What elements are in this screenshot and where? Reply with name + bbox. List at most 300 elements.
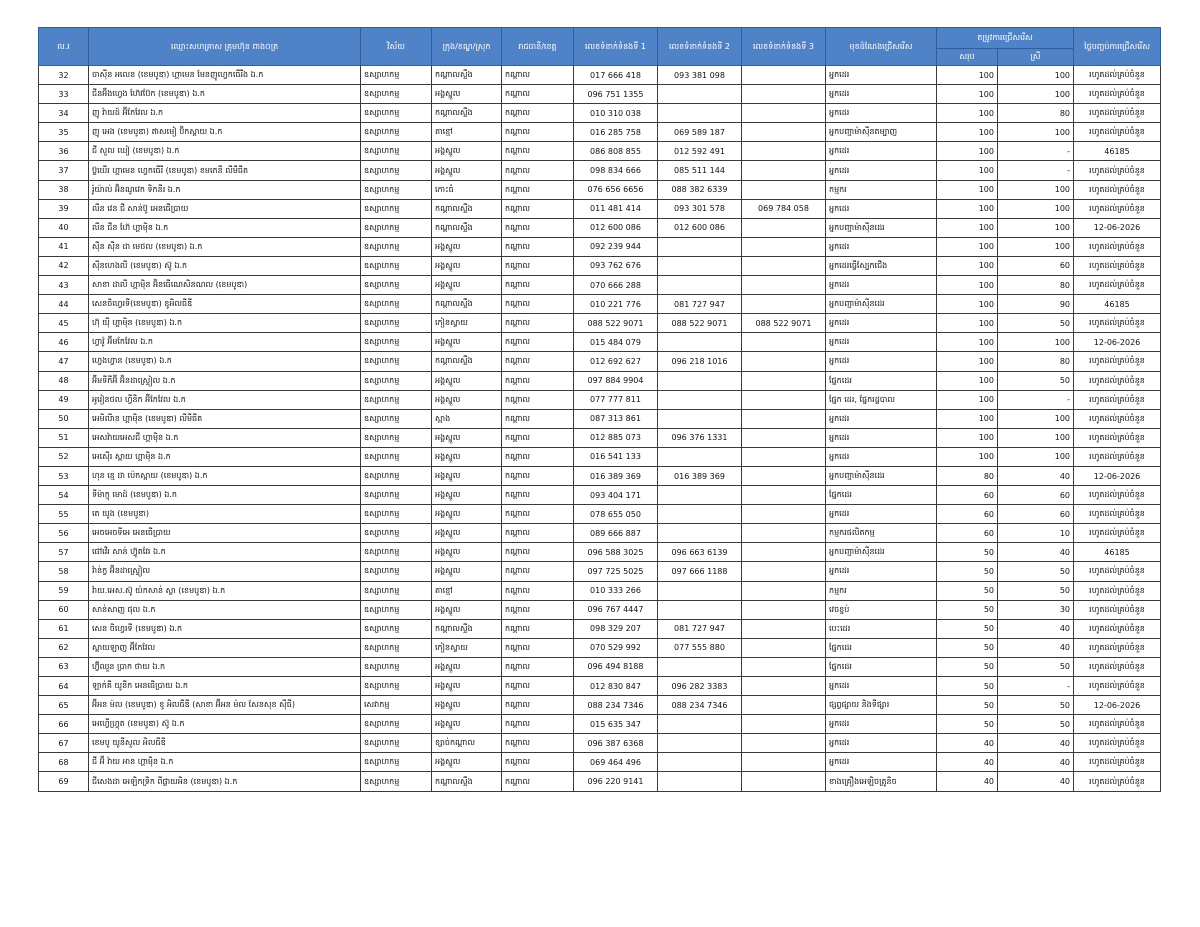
- cell-row-number: 53: [39, 466, 89, 485]
- table-row: [39, 66, 1161, 85]
- cell-phone-3: [742, 753, 826, 772]
- cell-position: កម្មករ: [826, 581, 937, 600]
- cell-district: កៀនស្វាយ: [432, 638, 502, 657]
- cell-position: អ្នកបញ្ជាម៉ាស៊ីនដេរ: [826, 295, 937, 314]
- cell-sector: ឧស្សាហកម្ម: [361, 123, 432, 142]
- cell-district: អង្គស្នួល: [432, 600, 502, 619]
- cell-phone-3: [742, 295, 826, 314]
- cell-province: កណ្តាល: [502, 734, 574, 753]
- cell-quota-total: 100: [937, 256, 998, 275]
- cell-district: កណ្តាលស្ទឹង: [432, 619, 502, 638]
- cell-district: កណ្តាលស្ទឹង: [432, 104, 502, 123]
- recruitment-table-sheet: [38, 27, 1160, 792]
- cell-phone-1: 098 834 666: [574, 161, 658, 180]
- cell-phone-2: [658, 486, 742, 505]
- cell-phone-3: [742, 180, 826, 199]
- cell-province: កណ្តាល: [502, 104, 574, 123]
- cell-quota-female: 40: [998, 619, 1074, 638]
- cell-sector: ឧស្សាហកម្ម: [361, 218, 432, 237]
- cell-position: អ្នកដេរ: [826, 104, 937, 123]
- cell-district: អង្គស្នួល: [432, 657, 502, 676]
- cell-deadline: រហូតដល់គ្រប់ចំនួន: [1074, 505, 1161, 524]
- cell-district: កណ្តាលស្ទឹង: [432, 218, 502, 237]
- cell-phone-1: 016 389 369: [574, 466, 658, 485]
- cell-quota-total: 100: [937, 276, 998, 295]
- cell-province: កណ្តាល: [502, 505, 574, 524]
- header-district: ក្រុង/ខណ្ឌ/ស្រុក: [432, 28, 502, 66]
- cell-quota-total: 100: [937, 237, 998, 256]
- table-row: [39, 466, 1161, 485]
- cell-phone-2: [658, 657, 742, 676]
- table-row: [39, 276, 1161, 295]
- cell-row-number: 68: [39, 753, 89, 772]
- cell-phone-3: [742, 524, 826, 543]
- cell-phone-2: [658, 505, 742, 524]
- cell-company-name: សាន់សាញ ផុល ឯ.ក: [89, 600, 361, 619]
- cell-phone-2: [658, 371, 742, 390]
- cell-deadline: 12-06-2026: [1074, 696, 1161, 715]
- cell-quota-total: 100: [937, 104, 998, 123]
- cell-phone-1: 015 484 079: [574, 333, 658, 352]
- cell-row-number: 57: [39, 543, 89, 562]
- cell-deadline: រហូតដល់គ្រប់ចំនួន: [1074, 772, 1161, 791]
- cell-row-number: 64: [39, 677, 89, 696]
- cell-phone-1: 096 588 3025: [574, 543, 658, 562]
- cell-phone-3: [742, 428, 826, 447]
- cell-district: កណ្តាលស្ទឹង: [432, 66, 502, 85]
- cell-phone-3: [742, 543, 826, 562]
- cell-deadline: 46185: [1074, 142, 1161, 161]
- cell-phone-3: [742, 600, 826, 619]
- header-phone-1: លេខទំនាក់ទំនងទី 1: [574, 28, 658, 66]
- cell-company-name: សេន ចិហ្វេរទី (ខេមបូឌា) ឯ.ក: [89, 619, 361, 638]
- cell-position: អ្នកដេរ: [826, 505, 937, 524]
- cell-phone-2: [658, 447, 742, 466]
- cell-company-name: អេហ្វើហ្វ្រុត (ខេមបូឌា) ស៊ូ ឯ.ក: [89, 715, 361, 734]
- cell-deadline: រហូតដល់គ្រប់ចំនួន: [1074, 677, 1161, 696]
- cell-deadline: រហូតដល់គ្រប់ចំនួន: [1074, 237, 1161, 256]
- cell-phone-1: 016 285 758: [574, 123, 658, 142]
- cell-province: កណ្តាល: [502, 409, 574, 428]
- cell-district: អង្គស្នួល: [432, 390, 502, 409]
- cell-sector: ឧស្សាហកម្ម: [361, 562, 432, 581]
- cell-sector: ឧស្សាហកម្ម: [361, 276, 432, 295]
- cell-sector: ឧស្សាហកម្ម: [361, 371, 432, 390]
- cell-phone-2: 088 522 9071: [658, 314, 742, 333]
- table-row: [39, 104, 1161, 123]
- cell-deadline: 12-06-2026: [1074, 333, 1161, 352]
- cell-phone-1: 086 808 855: [574, 142, 658, 161]
- cell-company-name: ផៅវើរ សាន់ ហ៊្វូតវែរ ឯ.ក: [89, 543, 361, 562]
- table-row: [39, 734, 1161, 753]
- cell-quota-female: 100: [998, 409, 1074, 428]
- cell-district: អង្គស្នួល: [432, 486, 502, 505]
- cell-deadline: រហូតដល់គ្រប់ចំនួន: [1074, 638, 1161, 657]
- cell-phone-1: 016 541 133: [574, 447, 658, 466]
- cell-sector: ឧស្សាហកម្ម: [361, 256, 432, 275]
- header-position: មុខដំណែងជ្រើសរើស: [826, 28, 937, 66]
- cell-quota-total: 100: [937, 142, 998, 161]
- cell-phone-3: [742, 486, 826, 505]
- cell-deadline: 46185: [1074, 295, 1161, 314]
- cell-quota-female: 80: [998, 352, 1074, 371]
- cell-province: កណ្តាល: [502, 199, 574, 218]
- cell-phone-2: [658, 734, 742, 753]
- cell-position: ផ្សព្វផ្សាយ និងទីផ្សារ: [826, 696, 937, 715]
- table-row: [39, 486, 1161, 505]
- cell-quota-female: 40: [998, 543, 1074, 562]
- table-row: [39, 218, 1161, 237]
- cell-row-number: 45: [39, 314, 89, 333]
- cell-sector: ឧស្សាហកម្ម: [361, 199, 432, 218]
- cell-province: កណ្តាល: [502, 447, 574, 466]
- cell-phone-2: 077 555 880: [658, 638, 742, 657]
- cell-position: អ្នកដេរ: [826, 199, 937, 218]
- cell-district: អង្គស្នួល: [432, 371, 502, 390]
- table-row: [39, 600, 1161, 619]
- cell-quota-female: 60: [998, 505, 1074, 524]
- cell-position: អ្នកដេរ: [826, 753, 937, 772]
- cell-province: កណ្តាល: [502, 66, 574, 85]
- cell-position: អ្នកដេរ: [826, 333, 937, 352]
- cell-row-number: 50: [39, 409, 89, 428]
- cell-company-name: លីន វេន ជី សាន់ប៊ូ អេនធើប្រាយ: [89, 199, 361, 218]
- cell-phone-1: 017 666 418: [574, 66, 658, 85]
- cell-district: អង្គស្នួល: [432, 85, 502, 104]
- cell-position: អ្នកបញ្ជាម៉ាស៊ីនដេរ: [826, 466, 937, 485]
- cell-phone-1: 096 751 1355: [574, 85, 658, 104]
- cell-row-number: 33: [39, 85, 89, 104]
- cell-row-number: 36: [39, 142, 89, 161]
- cell-province: កណ្តាល: [502, 657, 574, 676]
- cell-quota-total: 50: [937, 696, 998, 715]
- cell-province: កណ្តាល: [502, 428, 574, 447]
- cell-position: អ្នកដេរ: [826, 66, 937, 85]
- cell-position: អ្នកដេរ: [826, 409, 937, 428]
- cell-phone-2: [658, 524, 742, 543]
- cell-quota-total: 50: [937, 543, 998, 562]
- cell-position: វេចខ្ចប់: [826, 600, 937, 619]
- cell-sector: ឧស្សាហកម្ម: [361, 409, 432, 428]
- cell-company-name: សាខា ដាលី ហ្គាម៉ិន អ៊ិនធើណេសិនណល (ខេមបូឌា): [89, 276, 361, 295]
- cell-quota-total: 100: [937, 428, 998, 447]
- cell-row-number: 39: [39, 199, 89, 218]
- cell-province: កណ្តាល: [502, 161, 574, 180]
- cell-district: អង្គស្នួល: [432, 753, 502, 772]
- cell-sector: ឧស្សាហកម្ម: [361, 237, 432, 256]
- cell-deadline: រហូតដល់គ្រប់ចំនួន: [1074, 390, 1161, 409]
- cell-position: ខាងគ្រឿងអេឡិចត្រូនិច: [826, 772, 937, 791]
- cell-province: កណ្តាល: [502, 390, 574, 409]
- cell-deadline: រហូតដល់គ្រប់ចំនួន: [1074, 581, 1161, 600]
- cell-phone-1: 015 635 347: [574, 715, 658, 734]
- cell-province: កណ្តាល: [502, 753, 574, 772]
- cell-row-number: 67: [39, 734, 89, 753]
- cell-row-number: 38: [39, 180, 89, 199]
- cell-row-number: 32: [39, 66, 89, 85]
- cell-row-number: 43: [39, 276, 89, 295]
- cell-phone-2: [658, 85, 742, 104]
- cell-phone-3: [742, 505, 826, 524]
- table-row: [39, 657, 1161, 676]
- cell-row-number: 55: [39, 505, 89, 524]
- cell-deadline: រហូតដល់គ្រប់ចំនួន: [1074, 447, 1161, 466]
- cell-quota-total: 100: [937, 314, 998, 333]
- cell-row-number: 52: [39, 447, 89, 466]
- cell-phone-3: [742, 66, 826, 85]
- header-company: ឈ្មោះសហគ្រាស គ្រុមហ៊ុន ពាង០ត្រ: [89, 28, 361, 66]
- cell-phone-1: 087 313 861: [574, 409, 658, 428]
- cell-company-name: វ៉ាយ.អេស.ស៊ូ យ៉កសាន់ ស្លា (ខេមបូឌា) ឯ.ក: [89, 581, 361, 600]
- cell-row-number: 44: [39, 295, 89, 314]
- cell-phone-3: [742, 333, 826, 352]
- cell-sector: ឧស្សាហកម្ម: [361, 85, 432, 104]
- cell-row-number: 47: [39, 352, 89, 371]
- cell-phone-2: 085 511 144: [658, 161, 742, 180]
- header-quota-female: ស្រី: [998, 49, 1074, 66]
- cell-district: អង្គស្នួល: [432, 256, 502, 275]
- cell-quota-total: 100: [937, 390, 998, 409]
- cell-district: កណ្តាលស្ទឹង: [432, 352, 502, 371]
- cell-phone-1: 088 522 9071: [574, 314, 658, 333]
- cell-phone-3: [742, 677, 826, 696]
- cell-company-name: លីន ជីន ហ៊ែ ហ្គាម៉ិន ឯ.ក: [89, 218, 361, 237]
- cell-position: កម្មករ: [826, 180, 937, 199]
- cell-company-name: អេចអេចទីអេ អេនធើប្រាយ: [89, 524, 361, 543]
- cell-district: អង្គស្នួល: [432, 466, 502, 485]
- cell-province: កណ្តាល: [502, 352, 574, 371]
- cell-quota-female: 40: [998, 466, 1074, 485]
- cell-company-name: អ៊ីមទីភីអ៊ី អ៊ិនដាស្ទ្រៀល ឯ.ក: [89, 371, 361, 390]
- cell-quota-female: 60: [998, 256, 1074, 275]
- cell-phone-2: [658, 104, 742, 123]
- cell-company-name: អូរៀនថល ហ្វីនិក អ៊ីកែវែល ឯ.ក: [89, 390, 361, 409]
- cell-phone-3: [742, 85, 826, 104]
- cell-phone-3: [742, 352, 826, 371]
- cell-deadline: រហូតដល់គ្រប់ចំនួន: [1074, 428, 1161, 447]
- cell-quota-total: 50: [937, 600, 998, 619]
- cell-province: កណ្តាល: [502, 218, 574, 237]
- cell-company-name: វ៉ាន់ក្វ អ៊ិនដាស្ទ្រៀល: [89, 562, 361, 581]
- cell-phone-1: 092 239 944: [574, 237, 658, 256]
- cell-sector: ឧស្សាហកម្ម: [361, 466, 432, 485]
- cell-phone-3: [742, 772, 826, 791]
- cell-quota-female: 60: [998, 486, 1074, 505]
- table-row: [39, 85, 1161, 104]
- cell-quota-female: 50: [998, 657, 1074, 676]
- cell-province: កណ្តាល: [502, 466, 574, 485]
- table-row: [39, 352, 1161, 371]
- cell-phone-1: 093 762 676: [574, 256, 658, 275]
- cell-phone-1: 012 600 086: [574, 218, 658, 237]
- cell-quota-female: 100: [998, 199, 1074, 218]
- cell-phone-3: [742, 161, 826, 180]
- cell-sector: ឧស្សាហកម្ម: [361, 619, 432, 638]
- cell-quota-female: 10: [998, 524, 1074, 543]
- cell-row-number: 65: [39, 696, 89, 715]
- table-row: [39, 409, 1161, 428]
- cell-district: អង្គស្នួល: [432, 276, 502, 295]
- table-row: [39, 333, 1161, 352]
- table-row: [39, 562, 1161, 581]
- recruitment-table: [38, 27, 1161, 792]
- cell-deadline: រហូតដល់គ្រប់ចំនួន: [1074, 256, 1161, 275]
- cell-quota-female: 100: [998, 180, 1074, 199]
- cell-district: ស្អាង: [432, 409, 502, 428]
- cell-phone-2: 016 389 369: [658, 466, 742, 485]
- cell-phone-3: [742, 256, 826, 275]
- cell-phone-3: [742, 734, 826, 753]
- cell-phone-1: 093 404 171: [574, 486, 658, 505]
- cell-row-number: 37: [39, 161, 89, 180]
- cell-company-name: ជីនអ៊ីងហ្វេង ហ៊ែវប៊ែក (ខេមបូឌា) ឯ.ក: [89, 85, 361, 104]
- cell-sector: ឧស្សាហកម្ម: [361, 581, 432, 600]
- cell-phone-2: 096 282 3383: [658, 677, 742, 696]
- cell-phone-2: [658, 600, 742, 619]
- cell-phone-1: 096 767 4447: [574, 600, 658, 619]
- cell-phone-2: 012 592 491: [658, 142, 742, 161]
- cell-phone-3: [742, 466, 826, 485]
- cell-phone-2: 096 218 1016: [658, 352, 742, 371]
- cell-phone-2: [658, 753, 742, 772]
- table-row: [39, 619, 1161, 638]
- cell-deadline: រហូតដល់គ្រប់ចំនួន: [1074, 524, 1161, 543]
- cell-phone-3: [742, 237, 826, 256]
- cell-province: កណ្តាល: [502, 237, 574, 256]
- cell-phone-1: 077 777 811: [574, 390, 658, 409]
- cell-deadline: រហូតដល់គ្រប់ចំនួន: [1074, 199, 1161, 218]
- table-row: [39, 447, 1161, 466]
- cell-sector: ឧស្សាហកម្ម: [361, 638, 432, 657]
- cell-row-number: 58: [39, 562, 89, 581]
- cell-district: អង្គស្នួល: [432, 505, 502, 524]
- cell-phone-1: 088 234 7346: [574, 696, 658, 715]
- cell-quota-total: 50: [937, 581, 998, 600]
- cell-row-number: 60: [39, 600, 89, 619]
- cell-quota-total: 40: [937, 753, 998, 772]
- cell-sector: ឧស្សាហកម្ម: [361, 505, 432, 524]
- cell-deadline: រហូតដល់គ្រប់ចំនួន: [1074, 753, 1161, 772]
- cell-province: កណ្តាល: [502, 677, 574, 696]
- cell-quota-total: 50: [937, 677, 998, 696]
- cell-phone-1: 010 333 266: [574, 581, 658, 600]
- cell-row-number: 62: [39, 638, 89, 657]
- table-row: [39, 505, 1161, 524]
- cell-phone-2: 096 376 1331: [658, 428, 742, 447]
- cell-company-name: ស្តាយឡាញ អ៊ីកែវែល: [89, 638, 361, 657]
- cell-province: កណ្តាល: [502, 581, 574, 600]
- cell-quota-total: 100: [937, 85, 998, 104]
- cell-deadline: រហូតដល់គ្រប់ចំនួន: [1074, 600, 1161, 619]
- cell-province: កណ្តាល: [502, 180, 574, 199]
- cell-deadline: រហូតដល់គ្រប់ចំនួន: [1074, 104, 1161, 123]
- cell-company-name: ទីម៉ាក្ញុ មោដ៍ (ខេមបូឌា) ឯ.ក: [89, 486, 361, 505]
- cell-district: អង្គស្នួល: [432, 161, 502, 180]
- cell-company-name: ឡាក់គី យូនីក អេនធើប្រាយ ឯ.ក: [89, 677, 361, 696]
- cell-province: កណ្តាល: [502, 696, 574, 715]
- cell-sector: ឧស្សាហកម្ម: [361, 447, 432, 466]
- cell-row-number: 51: [39, 428, 89, 447]
- cell-position: អ្នកដេរ: [826, 562, 937, 581]
- cell-district: កណ្តាលស្ទឹង: [432, 772, 502, 791]
- cell-phone-3: [742, 619, 826, 638]
- cell-position: អ្នកដេរ: [826, 237, 937, 256]
- cell-phone-2: [658, 390, 742, 409]
- cell-phone-2: 097 666 1188: [658, 562, 742, 581]
- cell-deadline: រហូតដល់គ្រប់ចំនួន: [1074, 352, 1161, 371]
- header-deadline: ថ្ងៃបញ្ចប់ការជ្រើសរើស: [1074, 28, 1161, 66]
- table-row: [39, 677, 1161, 696]
- cell-sector: ឧស្សាហកម្ម: [361, 390, 432, 409]
- cell-phone-3: [742, 390, 826, 409]
- cell-deadline: រហូតដល់គ្រប់ចំនួន: [1074, 371, 1161, 390]
- cell-row-number: 61: [39, 619, 89, 638]
- cell-quota-total: 40: [937, 734, 998, 753]
- cell-quota-total: 50: [937, 715, 998, 734]
- cell-position: អ្នកដេរ: [826, 161, 937, 180]
- cell-district: កណ្តាលស្ទឹង: [432, 199, 502, 218]
- cell-quota-female: 100: [998, 237, 1074, 256]
- table-body: [39, 66, 1161, 792]
- cell-deadline: រហូតដល់គ្រប់ចំនួន: [1074, 314, 1161, 333]
- cell-district: អង្គស្នួល: [432, 715, 502, 734]
- cell-phone-2: 081 727 947: [658, 619, 742, 638]
- cell-phone-3: [742, 142, 826, 161]
- cell-quota-female: 40: [998, 638, 1074, 657]
- cell-company-name: អេស៊ើរ ស្ពាយ ហ្គាម៉ិន ឯ.ក: [89, 447, 361, 466]
- cell-quota-female: -: [998, 677, 1074, 696]
- cell-company-name: ញូ វ៉ាយដ៍ អ៊ីកែវែល ឯ.ក: [89, 104, 361, 123]
- table-row: [39, 543, 1161, 562]
- table-row: [39, 428, 1161, 447]
- cell-company-name: តេ យូង (ខេមបូឌា): [89, 505, 361, 524]
- cell-phone-2: 088 382 6339: [658, 180, 742, 199]
- cell-phone-2: [658, 256, 742, 275]
- cell-row-number: 49: [39, 390, 89, 409]
- cell-phone-2: [658, 715, 742, 734]
- cell-phone-3: [742, 218, 826, 237]
- cell-phone-2: [658, 772, 742, 791]
- cell-company-name: ហ៊ុ យ៉ី ហ្គាម៉ិន (ខេមបូឌា) ឯ.ក: [89, 314, 361, 333]
- cell-quota-total: 50: [937, 657, 998, 676]
- cell-quota-total: 100: [937, 352, 998, 371]
- cell-sector: ឧស្សាហកម្ម: [361, 677, 432, 696]
- cell-quota-female: 40: [998, 734, 1074, 753]
- table-row: [39, 161, 1161, 180]
- cell-district: កោះធំ: [432, 180, 502, 199]
- cell-phone-2: 096 663 6139: [658, 543, 742, 562]
- cell-phone-3: [742, 123, 826, 142]
- cell-province: កណ្តាល: [502, 772, 574, 791]
- cell-quota-female: 100: [998, 85, 1074, 104]
- cell-deadline: 46185: [1074, 543, 1161, 562]
- cell-company-name: ហ្វេងហ្វាន (ខេមបូឌា) ឯ.ក: [89, 352, 361, 371]
- cell-phone-1: 070 666 288: [574, 276, 658, 295]
- cell-phone-2: [658, 409, 742, 428]
- cell-position: អ្នកដេរ: [826, 734, 937, 753]
- cell-quota-female: 50: [998, 715, 1074, 734]
- cell-district: អង្គស្នួល: [432, 696, 502, 715]
- cell-province: កណ្តាល: [502, 314, 574, 333]
- cell-phone-1: 012 885 073: [574, 428, 658, 447]
- cell-phone-1: 010 221 776: [574, 295, 658, 314]
- cell-quota-total: 60: [937, 486, 998, 505]
- cell-deadline: រហូតដល់គ្រប់ចំនួន: [1074, 734, 1161, 753]
- cell-quota-female: 100: [998, 447, 1074, 466]
- cell-company-name: ប្ល៊ឃើរ ហ្គាមេន ហ្វេកធើរី (ខេមបូឌា) ខមភេនី លីមីធីត: [89, 161, 361, 180]
- cell-company-name: ជី អ៊ី វ៉ាយ អាន ហ្គាម៉ិន ឯ.ក: [89, 753, 361, 772]
- cell-phone-3: [742, 581, 826, 600]
